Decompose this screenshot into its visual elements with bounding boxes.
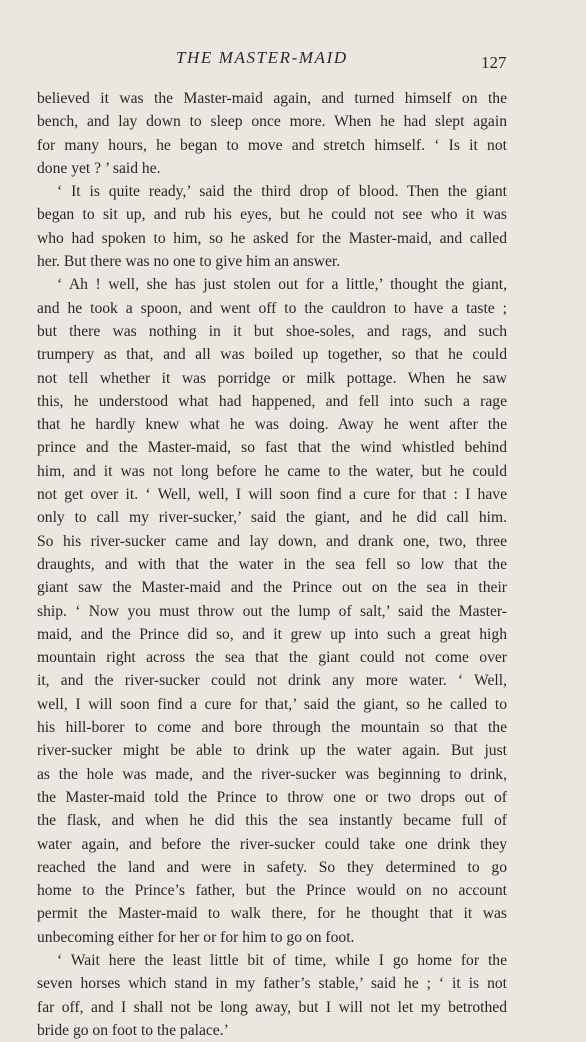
- text-line: So his river-sucker came and lay down, and drank one, two, three: [37, 532, 507, 550]
- text-line: not get over it. ‘ Well, well, I will soon find a cure for that : I have: [37, 486, 507, 504]
- text-line: for many hours, he began to move and stretch himself. ‘ Is it not: [37, 136, 507, 154]
- text-line: giant saw the Master-maid and the Prince out on the sea in their: [37, 579, 507, 597]
- text-line: the flask, and when he did this the sea instantly became full of: [37, 812, 507, 830]
- text-line: ship. ‘ Now you must throw out the lump of salt,’ said the Master-: [37, 602, 507, 620]
- text-line: permit the Master-maid to walk there, for he thought that it was: [37, 905, 507, 923]
- running-title: THE MASTER-MAID: [176, 48, 348, 67]
- text-line: home to the Prince’s father, but the Prince would on no account: [37, 882, 507, 900]
- text-line: trumpery as that, and all was boiled up together, so that he could: [37, 346, 507, 364]
- text-line: mountain right across the sea that the giant could not come over: [37, 649, 507, 667]
- text-line: bride go on foot to the palace.’: [37, 1021, 229, 1039]
- text-line: ‘ Ah ! well, she has just stolen out for a little,’ thought the giant,: [57, 276, 507, 294]
- text-line: far off, and I shall not be long away, but I will not let my betrothed: [37, 998, 507, 1016]
- text-line: her. But there was no one to give him an answer.: [37, 253, 341, 271]
- text-line: as the hole was made, and the river-sucker was beginning to drink,: [37, 765, 507, 783]
- text-line: bench, and lay down to sleep once more. When he had slept again: [37, 113, 507, 131]
- text-line: done yet ? ’ said he.: [37, 159, 161, 177]
- text-line: but there was nothing in it but shoe-soles, and rags, and such: [37, 322, 507, 340]
- text-line: it, and the river-sucker could not drink any more water. ‘ Well,: [37, 672, 507, 690]
- text-line: ‘ It is quite ready,’ said the third drop of blood. Then the giant: [57, 183, 507, 201]
- text-line: draughts, and with that the water in the sea fell so low that the: [37, 555, 507, 573]
- text-line: maid, and the Prince did so, and it grew up into such a great high: [37, 625, 507, 643]
- text-line: prince and the Master-maid, so fast that the wind whistled behind: [37, 439, 507, 457]
- text-line: him, and it was not long before he came to the water, but he could: [37, 462, 507, 480]
- text-line: began to sit up, and rub his eyes, but he could not see who it was: [37, 206, 507, 224]
- text-line: who had spoken to him, so he asked for the Master-maid, and called: [37, 229, 507, 247]
- text-line: well, I will soon find a cure for that,’ said the giant, so he called to: [37, 695, 507, 713]
- text-line: this, he understood what had happened, and fell into such a rage: [37, 392, 507, 410]
- text-line: river-sucker might be able to drink up the water again. But just: [37, 742, 507, 760]
- text-line: and he took a spoon, and went off to the cauldron to have a taste ;: [37, 299, 507, 317]
- text-line: that he hardly knew what he was doing. Away he went after the: [37, 416, 507, 434]
- page-number: 127: [481, 53, 507, 72]
- text-line: his hill-borer to come and bore through the mountain so that the: [37, 719, 507, 737]
- text-line: only to call my river-sucker,’ said the giant, and he did call him.: [37, 509, 507, 527]
- text-line: seven horses which stand in my father’s stable,’ said he ; ‘ it is not: [37, 975, 507, 993]
- text-line: not tell whether it was porridge or milk pottage. When he saw: [37, 369, 507, 387]
- body-text: [37, 87, 507, 1042]
- text-line: the Master-maid told the Prince to throw one or two drops out of: [37, 788, 507, 806]
- text-line: ‘ Wait here the least little bit of time, while I go home for the: [57, 951, 507, 969]
- text-line: water again, and before the river-sucker could take one drink they: [37, 835, 507, 853]
- text-line: reached the land and were in safety. So they determined to go: [37, 858, 507, 876]
- text-line: believed it was the Master-maid again, and turned himself on the: [37, 90, 507, 107]
- text-line: unbecoming either for her or for him to go on foot.: [37, 928, 355, 946]
